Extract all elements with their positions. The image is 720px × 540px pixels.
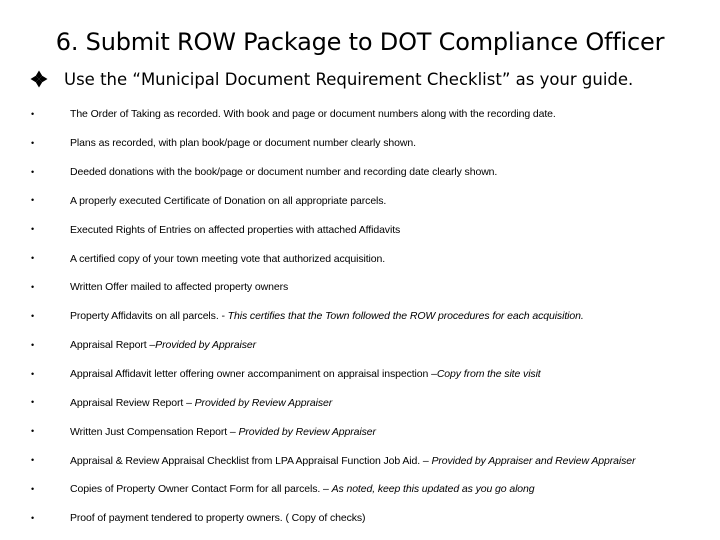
bullet-icon: • <box>31 253 35 264</box>
list-item <box>0 475 720 504</box>
list-item <box>0 388 720 417</box>
list-item-text <box>70 108 556 120</box>
bullet-icon: • <box>31 195 35 206</box>
list-item <box>0 417 720 446</box>
list-item-label: Proof of payment tendered to property owners. ( Copy of checks) <box>70 512 366 525</box>
list-item-text <box>70 455 635 467</box>
bullet-icon: • <box>31 512 35 523</box>
guide-line <box>30 66 633 92</box>
list-item-text <box>70 512 365 524</box>
list-item <box>0 446 720 475</box>
list-item-label: Executed Rights of Entries on affected properties with attached Affidavits <box>70 223 401 236</box>
bullet-icon: • <box>31 397 35 408</box>
list-item-note: Provided by Appraiser and Review Appraiser <box>431 454 636 467</box>
list-item-note: This certifies that the Town followed the ROW procedures for each acquisition. <box>227 310 584 323</box>
list-item <box>0 360 720 389</box>
diamond-bullet-icon <box>30 70 48 88</box>
list-item-text <box>70 166 497 178</box>
list-item <box>0 215 720 244</box>
list-item <box>0 504 720 533</box>
list-item-text <box>70 224 400 236</box>
list-item-note: Copy from the site visit <box>436 368 541 381</box>
list-item-text <box>70 397 332 409</box>
bullet-icon: • <box>31 166 35 177</box>
list-item-label: Property Affidavits on all parcels. - <box>70 310 228 323</box>
list-item-text <box>70 310 584 322</box>
list-item-label: A certified copy of your town meeting vote that authorized acquisition. <box>70 252 386 265</box>
bullet-icon: • <box>31 281 35 292</box>
list-item-text <box>70 281 288 293</box>
guide-text: Use the “Municipal Document Requirement Checklist” as your guide. <box>64 69 634 89</box>
list-item-label: Plans as recorded, with plan book/page or document number clearly shown. <box>70 137 416 150</box>
list-item-label: Written Offer mailed to affected property owners <box>70 281 289 294</box>
list-item-note: Provided by Review Appraiser <box>238 425 376 438</box>
page-title: 6. Submit ROW Package to DOT Compliance Officer <box>55 28 665 56</box>
list-item <box>0 187 720 216</box>
list-item <box>0 244 720 273</box>
list-item-text <box>70 368 541 380</box>
list-item-label: Appraisal Affidavit letter offering owner accompaniment on appraisal inspection – <box>70 368 437 381</box>
list-item <box>0 273 720 302</box>
list-item <box>0 129 720 158</box>
list-item <box>0 158 720 187</box>
bullet-icon: • <box>31 224 35 235</box>
bullet-icon: • <box>31 426 35 437</box>
list-item-text <box>70 483 535 495</box>
bullet-icon: • <box>31 339 35 350</box>
bullet-icon: • <box>31 368 35 379</box>
list-item-note: Provided by Review Appraiser <box>194 396 333 409</box>
list-item-text <box>70 137 416 149</box>
list-item-note: As noted, keep this updated as you go along <box>331 483 535 496</box>
list-item-text <box>70 253 385 265</box>
list-item-label: Appraisal Review Report – <box>70 396 195 409</box>
checklist <box>0 100 720 533</box>
list-item-note: Provided by Appraiser <box>155 339 256 352</box>
bullet-icon: • <box>31 310 35 321</box>
list-item-text <box>70 339 256 351</box>
list-item-label: The Order of Taking as recorded. With book and page or document numbers along with the recording date. <box>70 108 556 121</box>
list-item-label: Written Just Compensation Report – <box>70 425 239 438</box>
bullet-icon: • <box>31 455 35 466</box>
list-item <box>0 302 720 331</box>
list-item-text <box>70 426 376 438</box>
bullet-icon: • <box>31 108 35 119</box>
bullet-icon: • <box>31 137 35 148</box>
list-item <box>0 100 720 129</box>
list-item-label: Appraisal & Review Appraisal Checklist from LPA Appraisal Function Job Aid. – <box>70 454 432 467</box>
list-item-text <box>70 195 386 207</box>
list-item <box>0 331 720 360</box>
list-item-label: Deeded donations with the book/page or document number and recording date clearly shown. <box>70 166 498 179</box>
list-item-label: Appraisal Report – <box>70 339 156 352</box>
list-item-label: A properly executed Certificate of Donation on all appropriate parcels. <box>70 194 387 207</box>
list-item-label: Copies of Property Owner Contact Form for all parcels. – <box>70 483 332 496</box>
bullet-icon: • <box>31 483 35 494</box>
